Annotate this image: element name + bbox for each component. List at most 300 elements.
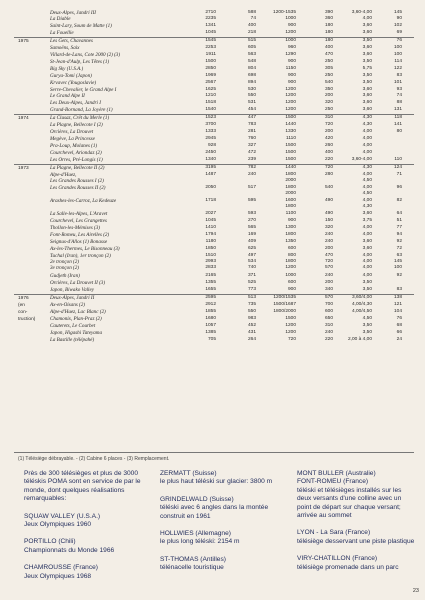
value-cell: 305 [324, 66, 333, 71]
value-cell: 1290 [285, 52, 296, 57]
value-cell: 698 [247, 73, 256, 78]
table-row [14, 107, 414, 114]
value-cell: 180 [324, 23, 333, 28]
table-row [14, 150, 414, 157]
value-cell: 1200 [285, 107, 296, 112]
value-cell: 1000 [285, 38, 296, 43]
value-cell: 1600 1800 [285, 198, 296, 209]
value-cell: 1045 [205, 218, 216, 223]
value-cell: 705 [207, 337, 216, 342]
value-cell: 960 [287, 45, 296, 50]
value-cell: 3,75 [362, 218, 372, 223]
value-cell: 595 [247, 198, 256, 203]
value-cell: 118 [394, 115, 402, 120]
value-cell: 900 [287, 59, 296, 64]
value-cell: 320 [324, 100, 333, 105]
value-cell: 452 [247, 323, 256, 328]
value-cell: 371 [247, 273, 256, 278]
value-cell: 1440 [285, 165, 296, 170]
installation-name: Japon, Biwako Valley [50, 287, 94, 293]
value-cell: 625 [247, 246, 256, 251]
value-cell: 4,00 [362, 136, 372, 141]
installation-name: St-Jean-d'Aulp, Les Têtes (1) [50, 59, 110, 65]
year-cell: 1975 [18, 39, 29, 44]
value-cell: 550 [247, 309, 256, 314]
year-cell: con- [18, 310, 28, 315]
value-cell: 218 [247, 30, 256, 35]
value-cell: 782 [247, 165, 256, 170]
value-cell: 104 [393, 309, 402, 314]
value-cell: 3,60 [362, 246, 372, 251]
table-row [14, 100, 414, 107]
installation-name: La Clusaz, Crêt du Merle (1) [50, 115, 110, 121]
value-cell: 3,60 3,60 [362, 87, 372, 98]
value-cell: 1625 1210 [205, 87, 216, 98]
value-cell: 1800 2000 [285, 185, 296, 196]
table-row [14, 330, 414, 337]
value-cell: 1330 [285, 129, 296, 134]
table-group [14, 10, 414, 37]
installation-name: Les Deux-Alpes, Jandri I [50, 100, 101, 106]
value-cell: 3,60 [362, 45, 372, 50]
value-cell: 180 [324, 38, 333, 43]
value-cell: 400 [324, 150, 333, 155]
installation-name: Thollon-les-Mémises (3) [50, 225, 100, 231]
value-cell: 983 [247, 316, 256, 321]
table-row [14, 211, 414, 218]
value-cell: 600 [324, 309, 333, 314]
highlight-paragraph: CHAMROUSSE (France) Jeux Olympiques 1968 [24, 564, 99, 580]
value-cell: 3,50 [362, 280, 372, 285]
value-cell: 51 [396, 218, 402, 223]
value-cell: 94 [396, 232, 402, 237]
value-cell: 1518 [205, 100, 216, 105]
installation-name: Samoëns, Saix [50, 45, 80, 51]
value-cell: 515 [247, 38, 256, 43]
value-cell: 720 [324, 122, 333, 127]
value-cell: 2945 [205, 136, 216, 141]
value-cell: 1911 [205, 52, 216, 57]
highlight-paragraph: SQUAW VALLEY (U.S.A.) Jeux Olympiques 1960 [24, 512, 101, 529]
value-cell: 720 [324, 165, 333, 170]
value-cell: 220 [324, 337, 333, 342]
value-cell: 4,00 [362, 129, 372, 134]
value-cell: 490 [324, 198, 333, 203]
value-cell: 66 [396, 330, 402, 335]
value-cell: 1523 [205, 115, 216, 120]
value-cell: 240 [324, 273, 333, 278]
value-cell: 650 [324, 316, 333, 321]
value-cell: 82 [396, 198, 402, 203]
value-cell: 1500/1687 [273, 302, 296, 307]
value-cell: 760 [247, 136, 256, 141]
table-group [14, 114, 414, 164]
installation-name: Arashes-les-Carroz, La Kedeuze [50, 198, 117, 204]
value-cell: 600 [287, 280, 296, 285]
value-cell: 200 [324, 129, 333, 134]
value-cell: 1100 [285, 211, 296, 216]
value-cell: 2450 [205, 150, 216, 155]
value-cell: 3,50 [362, 80, 372, 85]
value-cell: 1500 [285, 150, 296, 155]
table-row [14, 52, 414, 59]
value-cell: 513 [247, 295, 256, 300]
value-cell: 1500 [285, 157, 296, 162]
value-cell: 1500 [285, 115, 296, 120]
value-cell: 894 [247, 80, 256, 85]
value-cell: 1341 [205, 23, 216, 28]
table-row [14, 23, 414, 30]
value-cell: 928 [207, 143, 216, 148]
value-cell: 80 [396, 129, 402, 134]
table-row [14, 157, 414, 164]
value-cell: 2595 [205, 295, 216, 300]
installation-name: Tuchal (Iran), 1er tronçon (2) 2e tronçon (2) 3e tronçon (2) [50, 253, 111, 271]
value-cell: 548 [247, 59, 256, 64]
table-group [14, 294, 414, 344]
value-cell: 124 [393, 165, 402, 170]
value-cell: 24 [396, 337, 402, 342]
value-cell: 1855 [205, 309, 216, 314]
installation-name: La Fouellie [50, 30, 74, 36]
value-cell: 320 [324, 225, 333, 230]
highlights-column-2 [160, 470, 286, 582]
value-cell: 1500 [205, 59, 216, 64]
value-cell: 131 [393, 107, 402, 112]
value-cell: 4,00/4,50 [351, 309, 372, 314]
value-cell: 220 [324, 157, 333, 162]
value-cell: 250 [324, 59, 333, 64]
value-cell: 3,60 [362, 211, 372, 216]
value-cell: 1680 [205, 316, 216, 321]
value-cell: 1655 [205, 287, 216, 292]
value-cell: 530 550 [247, 87, 256, 98]
value-cell: 4,00 [362, 225, 372, 230]
value-cell: 350 200 [324, 87, 333, 98]
highlight-paragraph: ST-THOMAS (Antilles) télénacelle touristique [160, 555, 226, 572]
value-cell: 64 [396, 211, 402, 216]
value-cell: 240 [324, 232, 333, 237]
value-cell: 3,60 [362, 239, 372, 244]
value-cell: 3,50 [362, 38, 372, 43]
year-cell: 1974 [18, 116, 29, 121]
value-cell: 77 [396, 225, 402, 230]
value-cell: 593 [247, 211, 256, 216]
value-cell: 281 [247, 129, 256, 134]
value-cell: 141 [393, 122, 402, 127]
value-cell: 900 [287, 23, 296, 28]
installation-name: Gudjeth (Iran) [50, 273, 80, 279]
value-cell: 563 [247, 52, 256, 57]
value-cell: 4,00 [362, 150, 372, 155]
value-cell: 2,00 à 4,00 [347, 337, 372, 342]
value-cell: 1850 [205, 246, 216, 251]
value-cell: 1200 1200 [285, 87, 296, 98]
installation-name: Gurya-Tomi (Japon) [50, 73, 92, 79]
table-group [14, 37, 414, 114]
value-cell: 605 [247, 45, 256, 50]
year-cell: (en [18, 303, 25, 308]
value-cell: 2165 [205, 273, 216, 278]
value-cell: 310 [324, 115, 333, 120]
value-cell: 1045 [205, 30, 216, 35]
table-row [14, 80, 414, 87]
table-row [14, 218, 414, 225]
installation-name: Orcières, La Drouvet II (3) [50, 280, 106, 286]
value-cell: 1500 [285, 143, 296, 148]
installation-name: Megève, La Princesse [50, 136, 95, 142]
value-cell: 540 [324, 185, 333, 190]
highlight-paragraph: Près de 300 télésièges et plus de 3000 téléskis POMA sont en service de par le monde, dont quelques réalisations remarquables: [24, 470, 141, 503]
table-row [14, 280, 414, 287]
value-cell: 4,30 [362, 122, 372, 127]
value-cell: 3,60-4,00 [351, 157, 372, 162]
value-cell: 280 [324, 172, 333, 177]
value-cell: 3,50 [362, 287, 372, 292]
installation-name: La Bastille (télépahé) [50, 337, 95, 343]
table-row [14, 287, 414, 294]
value-cell: 472 [247, 150, 256, 155]
value-cell: 420 [324, 136, 333, 141]
value-cell: 4,30 [362, 115, 372, 120]
value-cell: 2912 [205, 302, 216, 307]
value-cell: 3195 [205, 165, 216, 170]
value-cell: 122 [393, 66, 402, 71]
value-cell: 3,60 [362, 30, 372, 35]
table-row [14, 38, 414, 45]
value-cell: 1969 [205, 73, 216, 78]
value-cell: 3,50 [362, 330, 372, 335]
value-cell: 200 [324, 280, 333, 285]
highlights-section [0, 470, 425, 600]
value-cell: 1340 [205, 157, 216, 162]
installation-name: Villard-de-Lans, Cote 2000 (2) (3) [50, 52, 121, 58]
value-cell: 565 [247, 225, 256, 230]
table-row [14, 185, 414, 198]
installation-name: Ax-les-Thermes, Le Bisonneau (3) [50, 246, 120, 252]
value-cell: 1200 [285, 330, 296, 335]
value-cell: 340 [324, 287, 333, 292]
table-row [14, 239, 414, 246]
value-cell: 264 [247, 337, 256, 342]
table-row [14, 302, 414, 309]
value-cell: 3,60 [362, 100, 372, 105]
value-cell: 83 [396, 73, 402, 78]
value-cell: 4,00 4,30 [362, 198, 372, 209]
table-row [14, 30, 414, 37]
value-cell: 1500 [285, 316, 296, 321]
value-cell: 71 [396, 172, 402, 177]
highlights-column-3 [297, 470, 417, 581]
value-cell: 1000 [285, 273, 296, 278]
value-cell: 517 [247, 185, 256, 190]
value-cell: 900 [287, 73, 296, 78]
highlight-paragraph: PORTILLO (Chili) Championnats du Monde 1966 [24, 538, 115, 554]
installation-name: Ax-en-Oisans (2) [50, 302, 85, 308]
installation-name: Les Grandes Rousses II (2) [50, 185, 106, 191]
value-cell: 720 [287, 337, 296, 342]
value-cell: 270 [247, 218, 256, 223]
installation-name: Deux-Alpes, Jandri II [50, 295, 95, 301]
value-cell: 2567 [205, 80, 216, 85]
value-cell: 76 [396, 316, 402, 321]
highlight-paragraph: GRINDELWALD (Suisse) téléski avec 6 angles dans la montée construit en 1961 [160, 495, 269, 520]
installation-name: Pra-Loup, Molanes (1) [50, 143, 98, 149]
value-cell: 390 360 [324, 10, 333, 21]
table-row [14, 87, 414, 100]
value-cell: 525 [247, 280, 256, 285]
table-row [14, 143, 414, 150]
table-row [14, 172, 414, 185]
value-cell: 138 [393, 295, 402, 300]
table-row [14, 122, 414, 129]
value-cell: 454 [247, 107, 256, 112]
table-row [14, 225, 414, 232]
value-cell: 531 [247, 100, 256, 105]
value-cell: 145 90 [393, 10, 402, 21]
installation-name: Les Orres, Pré-Longis (1) [50, 157, 103, 163]
value-cell: 1510 2993 2833 [205, 253, 216, 270]
value-cell: 2253 [205, 45, 216, 50]
value-cell: 100 [393, 45, 402, 50]
value-cell: 570 [324, 295, 333, 300]
table-row [14, 115, 414, 122]
table-row [14, 246, 414, 253]
value-cell: 121 [393, 302, 402, 307]
value-cell: 800 1800 1200 [285, 253, 296, 270]
highlight-paragraph: ZERMATT (Suisse) le plus haut téléski sur glacier: 3800 m [160, 470, 273, 486]
installation-name: Alpe-d'Huez, Les Grandes Rousses I (2) [50, 172, 104, 184]
value-cell: 102 [393, 23, 402, 28]
value-cell: 1200 [285, 30, 296, 35]
value-cell: 69 [396, 30, 402, 35]
value-cell: 1200/1535 [273, 295, 296, 300]
value-cell: 3,60 [362, 52, 372, 57]
value-cell: 63 145 100 [393, 253, 402, 270]
year-cell: truction) [18, 317, 36, 322]
value-cell: 1385 [205, 330, 216, 335]
value-cell: 92 [396, 239, 402, 244]
installation-name: La Plagne, Bellecote I (2) [50, 122, 103, 128]
footnote-divider [14, 452, 414, 453]
value-cell: 240 [324, 330, 333, 335]
table-row [14, 45, 414, 52]
installation-name: Cauterets, Le Courbet [50, 323, 96, 329]
installation-name: Serre-Chevalier, le Grand Alpe I Le Grand Alpe II [50, 87, 117, 99]
value-cell: 260 [324, 143, 333, 148]
value-cell: 180 [324, 30, 333, 35]
table-row [14, 253, 414, 273]
value-cell: 1057 [205, 323, 216, 328]
table-row [14, 66, 414, 73]
installation-name: Orcières, La Drouvet [50, 129, 94, 135]
value-cell: 4,00/4,30 [351, 302, 372, 307]
value-cell: 400 [247, 23, 256, 28]
value-cell: 240 [247, 172, 256, 177]
table-row [14, 198, 414, 211]
value-cell: 1300 [285, 225, 296, 230]
value-cell: 1487 [205, 172, 216, 177]
value-cell: 2027 [205, 211, 216, 216]
value-cell: 490 [324, 211, 333, 216]
table-row [14, 295, 414, 302]
value-cell: 1800 [285, 232, 296, 237]
installation-name: Alpe-d'Huez, Lac Blanc (2) [50, 309, 106, 315]
page-number: 23 [412, 588, 419, 594]
value-cell: 700 [324, 302, 333, 307]
value-cell: 2050 [205, 185, 216, 190]
value-cell: 101 [393, 80, 402, 85]
value-cell: 72 [396, 246, 402, 251]
value-cell: 600 [287, 246, 296, 251]
value-cell: 1800/2000 [273, 309, 296, 314]
value-cell: 96 [396, 185, 402, 190]
value-cell: 3,60 [362, 23, 372, 28]
value-cell: 1540 [205, 107, 216, 112]
value-cell: 1718 [205, 198, 216, 203]
table-row [14, 129, 414, 136]
value-cell: 4,50 [362, 316, 372, 321]
value-cell: 3,60 [362, 107, 372, 112]
installation-name: Deux-Alpes, Jandri III La Diable [50, 10, 96, 22]
value-cell: 2710 2235 [205, 10, 216, 21]
value-cell: 200 [324, 246, 333, 251]
installation-name: Chamonix, Plan-Praz (2) [50, 316, 102, 322]
value-cell: 83 [396, 287, 402, 292]
value-cell: 310 [324, 323, 333, 328]
value-cell: 447 [247, 115, 256, 120]
installation-name: Grand-Bornand, La Joyère (1) [50, 107, 113, 113]
value-cell: 1150 [285, 66, 296, 71]
value-cell: 169 [247, 232, 256, 237]
installation-name: Courchevel, Les Grangettes [50, 218, 107, 224]
value-cell: 1180 [205, 239, 216, 244]
table-footnote: (1) Télésiège débrayable. - (2) Cabine 6 places - (3) Remplacement. [18, 456, 170, 462]
value-cell: 540 [324, 80, 333, 85]
value-cell: 773 [247, 287, 256, 292]
value-cell: 470 [324, 52, 333, 57]
value-cell: 93 74 [396, 87, 402, 98]
value-cell: 470 720 570 [324, 253, 333, 270]
value-cell: 100 [393, 52, 402, 57]
value-cell: 804 [247, 66, 256, 71]
year-cell: 1976 [18, 296, 29, 301]
installation-name: Big Sky (U.S.A.) [50, 66, 84, 72]
value-cell: 4,00 [362, 232, 372, 237]
table-row [14, 316, 414, 323]
value-cell: 497 534 740 [247, 253, 256, 270]
table-row [14, 73, 414, 80]
table-group [14, 164, 414, 294]
value-cell: 400 [324, 45, 333, 50]
installation-name: Seignus-d'Allos (1) Bonasse [50, 239, 108, 245]
highlight-paragraph: VIRY-CHATILLON (France) télésiège promenade dans un parc [297, 555, 399, 571]
installation-name: Courchevel, Ariondaz (2) [50, 150, 102, 156]
value-cell: 4,30 [362, 165, 372, 170]
highlights-column-1 [24, 470, 154, 590]
table-row [14, 59, 414, 66]
highlight-paragraph: LYON - La Sara (France) télésiège desservant une piste plastique [297, 529, 415, 545]
value-cell: 1545 [205, 38, 216, 43]
table-row [14, 323, 414, 330]
value-cell: 1200 [285, 323, 296, 328]
value-cell: 409 [247, 239, 256, 244]
value-cell: 1410 [205, 225, 216, 230]
value-cell: 3,50 [362, 73, 372, 78]
value-cell: 114 [394, 59, 402, 64]
value-cell: 4,00 4,00 4,00 [362, 253, 372, 270]
value-cell: 3700 [205, 122, 216, 127]
